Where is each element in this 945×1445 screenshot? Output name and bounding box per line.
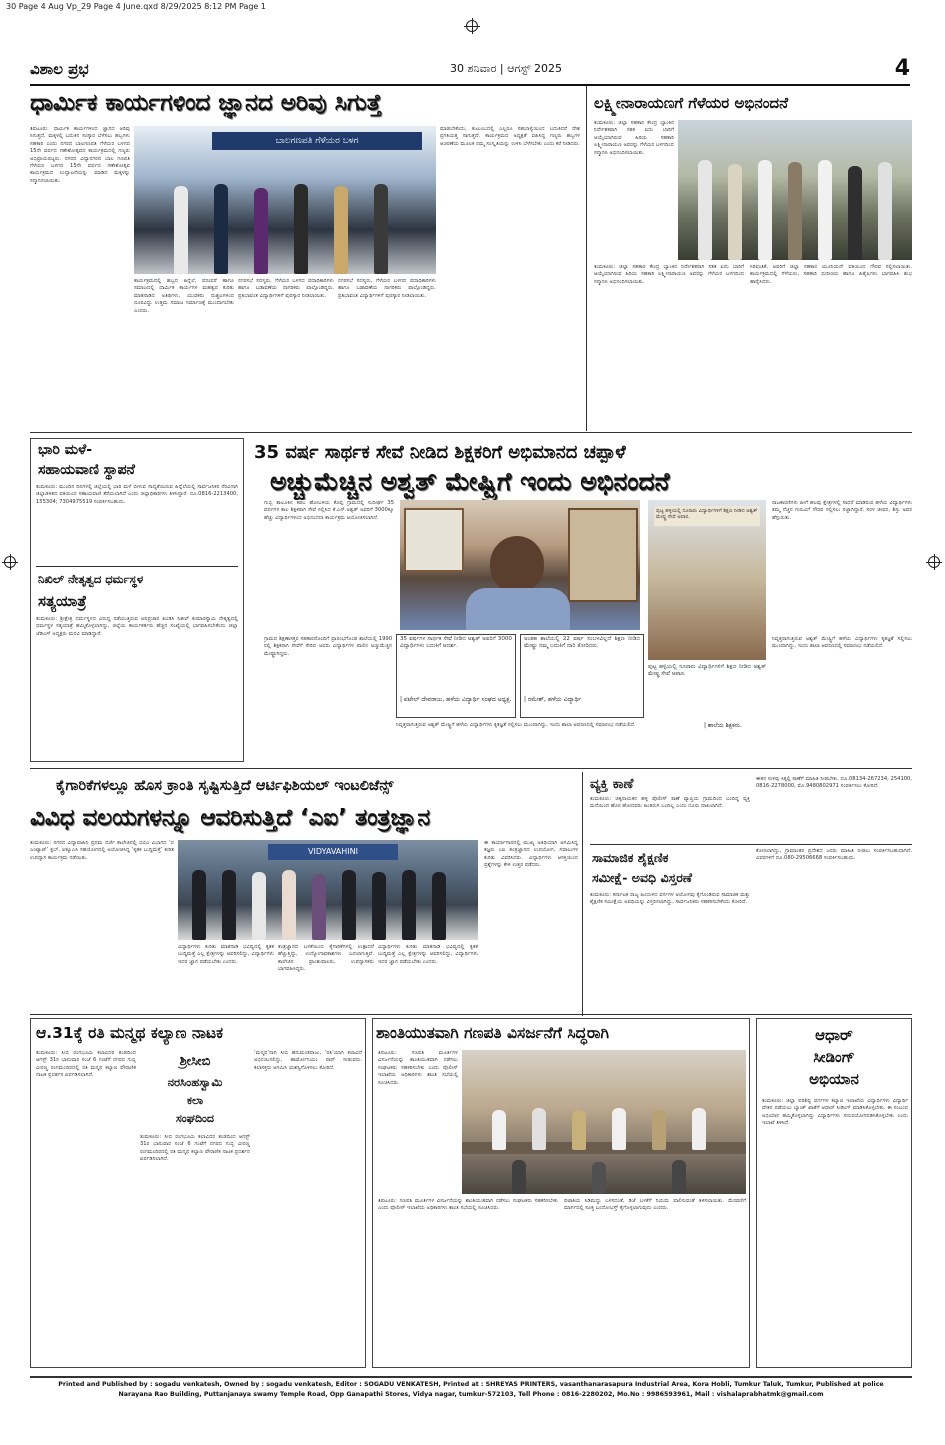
subhead-rati: ಕಲಾ (187, 1094, 203, 1107)
kicker-ai: ಕೈಗಾರಿಕೆಗಳಲ್ಲೂ ಹೊಸ ಕ್ರಾಂತಿ ಸೃಷ್ಟಿಸುತ್ತಿದೆ ಆರ್ಟಿಫಿಶಿಯಲ್ ಇಂಟಲಿಜೆನ್ಸ್ (56, 778, 394, 794)
article-column: ಈ ಕಾರ್ಯಾಗಾರದಲ್ಲಿ ಮುಖ್ಯ ಅತಿಥಿಯಾಗಿ ಆಗಮಿಸಿದ್ದ ತಜ್ಞರು ಎಐ ತಂತ್ರಜ್ಞಾನದ ಉಪಯೋಗ, ಸವಾಲುಗಳ ಕುರಿತು ವಿವರಿಸಿದರು. ವಿದ್ಯಾರ್ಥಿಗಳು ಆಸಕ್ತಿಯಿಂದ ಪ್ರಶ್ನೆಗಳನ್ನು ಕೇಳಿ ಉತ್ತರ ಪಡೆದರು. (484, 840, 578, 869)
article-column: ಕಾರ್ಯಕ್ರಮದಲ್ಲಿ ಹಬ್ಬದ ಹಿನ್ನೆಲೆ, ಪರಂಪರೆ ಹಾಗೂ ಸಮಾಜದಲ್ಲಿ ಧಾರ್ಮಿಕ ಕಾರ್ಯಗಳ ಮಹತ್ವದ ಕುರಿತು ಮಾತನಾಡಿದ ಅತಿಥಿಗಳು, ಯುವಕರು ದುಶ್ಚಟಗಳಿಂದ ದೂರವಿದ್ದು ಉತ್ತಮ ಸಮಾಜ ನಿರ್ಮಾಣಕ್ಕೆ ಮುಂದಾಗಬೇಕು ಎಂದರು. (134, 278, 234, 314)
quote-teacher-1: 35 ವರ್ಷಗಳ ಸಾರ್ಥಕ ಸೇವೆ ನೀಡಿದ ಅಶ್ವತ್ ಅವರಿಗೆ 3000 ವಿದ್ಯಾರ್ಥಿಗಳು ಬದುಕಿಗೆ ಆದರ್ಶ. (400, 636, 512, 650)
masthead (30, 58, 910, 86)
headline-satyayatre-line2: ಸತ್ಯಯಾತ್ರೆ (38, 592, 87, 610)
print-slug-line: 30 Page 4 Aug Vp_29 Page 4 June.qxd 8/29/2025 8:12 PM Page 1 (6, 2, 266, 11)
section-divider (590, 844, 912, 845)
person-figure (652, 1110, 666, 1150)
person-figure (512, 1160, 526, 1194)
framed-photo (648, 500, 766, 660)
article-body: ತುಮಕೂರು: ಜಿಲ್ಲಾ ಪರಿಶಿಷ್ಟ ವರ್ಗಗಳ ಕಲ್ಯಾಣ ಇಲಾಖೆಯ ವಿದ್ಯಾರ್ಥಿಗಳು ವಿದ್ಯಾರ್ಥಿ ವೇತನ ಪಡೆಯಲು ಬ್ಯಾಂಕ್ ಖಾತೆಗೆ ಆಧಾರ್ ಸೀಡಿಂಗ್ ಮಾಡಿಸಿಕೊಳ್ಳಬೇಕು. ಈ ಸಂಬಂಧ ಅಭಿಯಾನ ಹಮ್ಮಿಕೊಳ್ಳಲಾಗಿದ್ದು ವಿದ್ಯಾರ್ಥಿಗಳು ಸದುಪಯೋಗಪಡಿಸಿಕೊಳ್ಳಬೇಕು ಎಂದು ಇಲಾಖೆ ತಿಳಿಸಿದೆ. (762, 1098, 908, 1127)
footer-rule (30, 1376, 912, 1378)
person-figure (672, 1160, 686, 1194)
article-column: ಕೋರಲಾಗಿದ್ದು, ಗ್ರಾಮಾಂತರ ಪ್ರದೇಶದ ಜನರು ಮಾಹಿತಿ ನೀಡಲು ಸಂಪರ್ಕಿಸಬಹುದಾಗಿದೆ. ವಿವರಗಳಿಗೆ ದೂ.080-29506668 ಸಂಪರ್ಕಿಸಬಹುದು. (756, 848, 912, 862)
person-figure (334, 186, 348, 274)
article-column: ತುಮಕೂರು: ಜಿಲ್ಲಾ ಸಹಕಾರ ಕೇಂದ್ರ ಬ್ಯಾಂಕಿನ ನಿರ್ದೇಶಕರಾಗಿ ಸತತ ಐದು ಬಾರಿಗೆ ಆಯ್ಕೆಯಾಗಿರುವ ಹಿರಿಯ ಸಹಕಾರಿ ಲಕ್ಷ್ಮೀನಾರಾಯಣ ಅವರನ್ನು ಗೆಳೆಯರ ಬಳಗದಿಂದ ಸನ್ಮಾನಿಸಿ ಅಭಿನಂದಿಸಲಾಯಿತು. (594, 120, 674, 156)
article-column: ತುಮಕೂರು: ಚಿಕ್ಕನಾಯಕನ ಹಳ್ಳಿ ಪೊಲೀಸ್ ಠಾಣೆ ವ್ಯಾಪ್ತಿಯ ಗ್ರಾಮದಿಂದ ಬಂದಿದ್ದ ವ್ಯಕ್ತಿ ಮನೆಯಿಂದ ಹೊರ ಹೋದವರು ಹಿಂತಿರುಗಿ ಬಂದಿಲ್ಲ ಎಂದು ದೂರು ದಾಖಲಾಗಿದೆ. (590, 796, 750, 810)
page-number: 4 (894, 56, 910, 81)
headline-dharmika: ಧಾರ್ಮಿಕ ಕಾರ್ಯಗಳಿಂದ ಜ್ಞಾನದ ಅರಿವು ಸಿಗುತ್ತೆ (30, 90, 382, 116)
person-figure (174, 186, 188, 274)
person-figure (222, 870, 236, 940)
article-column: ರಾಜಕಾರಣಿಗಳು ಹೀಗೆ ಹಲವು ಕ್ಷೇತ್ರಗಳಲ್ಲಿ ಸಾಧನೆ ಮಾಡಿರುವ ಹಳೆಯ ವಿದ್ಯಾರ್ಥಿಗಳು ತಮ್ಮ ನೆಚ್ಚಿನ ಗುರುವಿಗೆ ಗೌರವ ಸಲ್ಲಿಸಲು ಸಜ್ಜಾಗಿದ್ದಾರೆ. ಸರಳ ಜೀವನ, ಶಿಸ್ತು ಅವರ ಹೆಗ್ಗುರುತು. (772, 500, 912, 521)
article-column: ಗುಬ್ಬಿ ತಾಲೂಕಿನ ಕಡಬ ಹೋಬಳಿಯ ಕೊಪ್ಪ ಗ್ರಾಮದಲ್ಲಿ ಸುದೀರ್ಘ 35 ವರ್ಷಗಳ ಕಾಲ ಶಿಕ್ಷಕರಾಗಿ ಸೇವೆ ಸಲ್ಲಿಸಿದ ಕೆ.ಎನ್.ಅಶ್ವತ್ ಅವರಿಗೆ 3000ಕ್ಕೂ ಹೆಚ್ಚು ವಿದ್ಯಾರ್ಥಿಗಳಿಂದ ಅಭಿನಂದನಾ ಕಾರ್ಯಕ್ರಮ ಆಯೋಜಿಸಲಾಗಿದೆ. (264, 500, 394, 521)
section-divider (30, 432, 912, 433)
person-figure (612, 1108, 626, 1150)
article-column: ತಿಪಟೂರು: ಧಾರ್ಮಿಕ ಕಾರ್ಯಗಳಿಂದ ಜ್ಞಾನದ ಅರಿವು ಸಿಗುತ್ತದೆ, ಮಕ್ಕಳಲ್ಲಿ ಬದುಕಿನ ಸಂಸ್ಕಾರ ಬೆಳೆಸಲು ಹಬ್ಬಗಳು ಸಹಕಾರಿ ಎಂದು ನಗರದ ಬಾಲಗಣಪತಿ ಗೆಳೆಯರ ಬಳಗದ 15ನೇ ವರ್ಷದ ಗಣೇಶೋತ್ಸವದ ಕಾರ್ಯಕ್ರಮದಲ್ಲಿ ಗಣ್ಯರು ಅಭಿಪ್ರಾಯಪಟ್ಟರು. ನಗರದ ವಿದ್ಯಾನಗರದ ಬಾಲ ಗಣಪತಿ ಗೆಳೆಯರ ಬಳಗದ 15ನೇ ವರ್ಷದ ಗಣೇಶೋತ್ಸವ ಕಾರ್ಯಕ್ರಮದ ಉದ್ಘಾಟನೆಯನ್ನು ಮಾಡಿದ ಮಕ್ಕಳನ್ನು ಸನ್ಮಾನಿಸಲಾಯಿತು. (30, 126, 130, 184)
headline-sahayavani: ಸಹಾಯವಾಣಿ ಸ್ಥಾಪನೆ (38, 462, 135, 478)
article-column: ತುಮಕೂರು: ಸೀಬಿ ರಂಗಭೂಮಿ ಕಲಾವಿದರ ತಂಡದಿಂದ ಆಗಸ್ಟ್ 31ರ ಭಾನುವಾರ ಸಂಜೆ 6 ಗಂಟೆಗೆ ನಗರದ ಗುಬ್ಬಿ ವೀರಣ್ಣ ರಂಗಮಂದಿರದಲ್ಲಿ ರತಿ ಮನ್ಮಥ ಕಲ್ಯಾಣ ಪೌರಾಣಿಕ ನಾಟಕ ಪ್ರದರ್ಶನ ಏರ್ಪಡಿಸಲಾಗಿದೆ. (36, 1050, 136, 1079)
article-column: ತುಮಕೂರು: ನಗರದ ವಿದ್ಯಾವಾಹಿನಿ ಪ್ರಥಮ ದರ್ಜೆ ಕಾಲೇಜಿನಲ್ಲಿ ಬಿಬಿಎ ವಿಭಾಗದ ‘ದ ಎಂಟ್ಯಾಟ್’ ಕ್ಲಬ್, ಐಕ್ಯೂಎಸಿ ಸಹಯೋಗದಲ್ಲಿ ಆಯೋಜಿಸಿದ್ದ ‘ಕೃತಕ ಬುದ್ಧಿಮತ್ತೆ’ ಕುರಿತ ಉಪನ್ಯಾಸ ಕಾರ್ಯಕ್ರಮ ನಡೆಯಿತು. (30, 840, 174, 861)
person-figure (878, 162, 892, 260)
imprint-line-1: Printed and Published by : sogadu venkatesh, Owned by : sogadu venkatesh, Editor : SOGADU VENKATESH, Printed at : SHREYAS PRINTERS, vasanthanarasapura Industrial Area, Kora Hobli, Tumkur Taluk, Tumkur, Published at police (58, 1381, 884, 1388)
person-figure (758, 160, 772, 260)
person-figure (252, 872, 266, 940)
person-figure (374, 184, 388, 274)
newspaper-brand: ವಿಶಾಲ ಪ್ರಭ (30, 60, 89, 78)
headline-samajika-line1: ಸಾಮಾಜಿಕ ಶೈಕ್ಷಣಿಕ (592, 850, 669, 865)
issue-date: 30 ಶನಿವಾರ | ಆಗಸ್ಟ್ 2025 (450, 62, 562, 75)
headline-aadhaar-line1: ಆಧಾರ್ (815, 1026, 853, 1044)
person-figure (372, 872, 386, 940)
peace-meeting-photo (462, 1050, 746, 1194)
wall-frame (404, 508, 464, 572)
person-figure (492, 1110, 506, 1150)
kicker-teacher: 35 ವರ್ಷ ಸಾರ್ಥಕ ಸೇವೆ ನೀಡಿದ ಶಿಕ್ಷಕರಿಗೆ ಅಭಿಮಾನದ ಚಪ್ಪಾಳೆ (254, 442, 626, 463)
headline-aadhaar-line2: ಸೀಡಿಂಗ್ (813, 1048, 855, 1066)
registration-mark-icon (928, 556, 940, 568)
quote-teacher-2: ಅಂತಹ ಶಾಲೆಯಲ್ಲಿ 22 ವರ್ಷ ಸಂಬಳವಿಲ್ಲದೆ ಶಿಕ್ಷಣ ನೀಡಿದ ಮೇಷ್ಟ್ರು ನಮ್ಮ ಬದುಕಿಗೆ ದಾರಿ ತೋರಿದರು. (524, 636, 640, 650)
person-figure (192, 870, 206, 940)
column-divider (582, 772, 583, 1016)
headline-samajika-line2: ಸಮೀಕ್ಷೆ- ಅವಧಿ ವಿಸ್ತರಣೆ (592, 870, 692, 885)
article-column: ತುಮಕೂರು: ಜಿಲ್ಲಾ ಸಹಕಾರ ಕೇಂದ್ರ ಬ್ಯಾಂಕಿನ ನಿರ್ದೇಶಕರಾಗಿ ಸತತ ಐದು ಬಾರಿಗೆ ಆಯ್ಕೆಯಾಗಿರುವ ಹಿರಿಯ ಸಹಕಾರಿ ಲಕ್ಷ್ಮೀನಾರಾಯಣ ಅವರನ್ನು ಗೆಳೆಯರ ಬಳಗದಿಂದ ಸನ್ಮಾನಿಸಿ ಅಭಿನಂದಿಸಲಾಯಿತು. (594, 264, 744, 285)
registration-mark-icon (4, 556, 16, 568)
person-figure (532, 1108, 546, 1150)
article-column: ಈತನ ಸುಳಿವು ಸಿಕ್ಕಲ್ಲಿ ಠಾಣೆಗೆ ಮಾಹಿತಿ ನೀಡಬೇಕು. ದೂ.08134-267234, 254100, 0816-2278000, ಮೊ.9480802971 ಸಂಪರ್ಕಿಸಲು ಕೋರಿದೆ. (756, 776, 912, 790)
person-figure (312, 874, 326, 940)
person-figure (402, 870, 416, 940)
article-column: ‘ಮನ್ಮಥ’ನಾಗಿ ಸೀಬಿ ಹನುಮಂತರಾಜು, ‘ರತಿ’ಯಾಗಿ ಕಲಾವಿದೆ ಅಭಿನಯಿಸಲಿದ್ದು, ಹಾರ್ಮೋನಿಯಂ ಸಾಥ್ ನೀಡುವರು. ಕಲಾಸಕ್ತರು ಆಗಮಿಸಿ ಯಶಸ್ವಿಗೊಳಿಸಲು ಕೋರಿದೆ. (254, 1050, 362, 1071)
felicitation-photo (678, 120, 912, 260)
wall-frame (568, 508, 638, 602)
article-column: ತುಮಕೂರು: ಕರ್ನಾಟಕ ರಾಜ್ಯ ಹಿಂದುಳಿದ ವರ್ಗಗಳ ಆಯೋಗವು ಕೈಗೊಂಡಿರುವ ಸಾಮಾಜಿಕ ಮತ್ತು ಶೈಕ್ಷಣಿಕ ಸಮೀಕ್ಷೆಯ ಅವಧಿಯನ್ನು ವಿಸ್ತರಿಸಲಾಗಿದ್ದು, ಸಾರ್ವಜನಿಕರು ಸಹಕರಿಸಬೇಕೆಂದು ಕೋರಿದೆ. (590, 892, 750, 906)
headline-teacher-text: ಅಚ್ಚುಮೆಚ್ಚಿನ ಅಶ್ವತ್ ಮೇಷ್ಟ್ರಿಗೆ ಇಂದು ಅಭಿನಂದನೆ (270, 467, 670, 496)
article-column: ತಂತ್ರಜ್ಞಾನದ ಬಳಕೆಯಿಂದ ಕೈಗಾರಿಕೆಗಳಲ್ಲಿ ಉತ್ಪಾದನೆ ಹೆಚ್ಚುತ್ತಿದ್ದು, ಉದ್ಯೋಗಾವಕಾಶಗಳು ಬದಲಾಗುತ್ತಿವೆ. ಕಾಲೇಜಿನ ಪ್ರಾಂಶುಪಾಲರು, ಉಪನ್ಯಾಸಕರು ಭಾಗವಹಿಸಿದ್ದರು. (278, 944, 374, 973)
article-column: ತಿಪಟೂರು: ಗಣಪತಿ ಮೂರ್ತಿಗಳ ವಿಸರ್ಜನೆಯನ್ನು ಶಾಂತಿಯುತವಾಗಿ ನಡೆಸಲು ಸಂಘಟಕರು ಸಹಕರಿಸಬೇಕು ಎಂದು ಪೊಲೀಸ್ ಇಲಾಖೆಯ ಅಧಿಕಾರಿಗಳು ಶಾಂತಿ ಸಭೆಯಲ್ಲಿ ಸೂಚಿಸಿದರು. (378, 1198, 558, 1212)
teacher-shirt (466, 588, 570, 630)
article-column: ತುಮಕೂರು: ಸೀಬಿ ರಂಗಭೂಮಿ ಕಲಾವಿದರ ತಂಡದಿಂದ ಆಗಸ್ಟ್ 31ರ ಭಾನುವಾರ ಸಂಜೆ 6 ಗಂಟೆಗೆ ನಗರದ ಗುಬ್ಬಿ ವೀರಣ್ಣ ರಂಗಮಂದಿರದಲ್ಲಿ ರತಿ ಮನ್ಮಥ ಕಲ್ಯಾಣ ಪೌರಾಣಿಕ ನಾಟಕ ಪ್ರದರ್ಶನ ಏರ್ಪಡಿಸಲಾಗಿದೆ. (140, 1134, 250, 1163)
quote-attribution: | ರಮೇಶ್, ಹಳೆಯ ವಿದ್ಯಾರ್ಥಿ (524, 696, 582, 703)
person-figure (214, 184, 228, 274)
person-figure (592, 1162, 606, 1194)
teacher-face (490, 536, 544, 592)
person-figure (848, 166, 862, 260)
subhead-rati: ಶ್ರೀಸೀಬಿ (179, 1054, 211, 1069)
article-column: ನಗರಸಭೆ ಸದಸ್ಯರು, ಗೆಳೆಯರ ಬಳಗದ ಪದಾಧಿಕಾರಿಗಳು ಹಾಗೂ ಬಡಾವಣೆಯ ನಾಗರಿಕರು ಪಾಲ್ಗೊಂಡಿದ್ದರು. ಪ್ರತಿಭಾವಂತ ವಿದ್ಯಾರ್ಥಿಗಳಿಗೆ ಪುರಸ್ಕಾರ ನೀಡಲಾಯಿತು. (238, 278, 334, 299)
subhead-rati: ನರಸಿಂಹಸ್ವಾಮಿ (167, 1075, 223, 1089)
person-figure (818, 160, 832, 260)
article-column: ವಿದ್ಯಾರ್ಥಿಗಳು ಕುರಿತು ಮಾತನಾಡಿ ಭವಿಷ್ಯದಲ್ಲಿ ಕೃತಕ ಬುದ್ಧಿಮತ್ತೆ ಎಲ್ಲ ಕ್ಷೇತ್ರಗಳನ್ನು ಆವರಿಸಲಿದ್ದು, ವಿದ್ಯಾರ್ಥಿಗಳು ಇದರ ಜ್ಞಾನ ಪಡೆಯಬೇಕು ಎಂದರು. (178, 944, 274, 965)
section-divider (36, 566, 238, 567)
stage-banner: ಬಾಲಗಣಪತಿ ಗೆಳೆಯರ ಬಳಗ (212, 132, 422, 150)
quote-attribution: | ಪಟೇಲ್ ದೇವರಾಜು, ಹಳೆಯ ವಿದ್ಯಾರ್ಥಿ ಸಂಘದ ಅಧ್ಯಕ್ಷ. (400, 696, 512, 703)
imprint-line-2: Narayana Rao Building, Puttanjanaya swamy Temple Road, Opp Ganapathi Stores, Vidya nagar, tumkur-572103, Tell Phone : 0816-2280202, Mo.No : 9986593961, Mail : vishalaprabhatmk@gmail.com (118, 1391, 824, 1398)
quote-teacher-3: ಪುಟ್ಟ ಹಳ್ಳಿಯಲ್ಲಿ ನೂರಾರು ವಿದ್ಯಾರ್ಥಿಗಳಿಗೆ ಶಿಕ್ಷಣ ನೀಡಿದ ಅಶ್ವತ್ ಮೇಷ್ಟ್ರ ಸೇವೆ ಅಪಾರ. (648, 664, 766, 678)
headline-lakshminarayana: ಲಕ್ಷ್ಮೀನಾರಾಯಣಗೆ ಗೆಳೆಯರ ಅಭಿನಂದನೆ (594, 94, 789, 112)
ai-seminar-photo (178, 840, 478, 940)
frame-caption: ಪುಟ್ಟ ಹಳ್ಳಿಯಲ್ಲಿ ನೂರಾರು ವಿದ್ಯಾರ್ಥಿಗಳಿಗೆ ಶಿಕ್ಷಣ ನೀಡಿದ ಅಶ್ವತ್ ಮೇಷ್ಟ್ರ ಸೇವೆ ಅಪಾರ. (654, 506, 760, 526)
person-figure (342, 870, 356, 940)
event-photo-lamp-lighting (134, 126, 436, 274)
headline-ganapati: ಶಾಂತಿಯುತವಾಗಿ ಗಣಪತಿ ವಿಸರ್ಜನೆಗೆ ಸಿದ್ಧರಾಗಿ (376, 1024, 609, 1042)
registration-mark-icon (466, 20, 478, 32)
column-divider (586, 86, 587, 431)
article-column: ತಿಪಟೂರು: ಗಣಪತಿ ಮೂರ್ತಿಗಳ ವಿಸರ್ಜನೆಯನ್ನು ಶಾಂತಿಯುತವಾಗಿ ನಡೆಸಲು ಸಂಘಟಕರು ಸಹಕರಿಸಬೇಕು ಎಂದು ಪೊಲೀಸ್ ಇಲಾಖೆಯ ಅಧಿಕಾರಿಗಳು ಶಾಂತಿ ಸಭೆಯಲ್ಲಿ ಸೂಚಿಸಿದರು. (378, 1050, 458, 1086)
article-column: ನಿವೃತ್ತರಾಗುತ್ತಿರುವ ಅಶ್ವತ್ ಮೇಷ್ಟ್ರಿಗೆ ಹಳೆಯ ವಿದ್ಯಾರ್ಥಿಗಳು ಕೃತಜ್ಞತೆ ಸಲ್ಲಿಸಲು ಮುಂದಾಗಿದ್ದು, ಇಂದು ಶಾಲಾ ಆವರಣದಲ್ಲಿ ಸಮಾರಂಭ ನಡೆಯಲಿದೆ. (396, 722, 636, 728)
article-column: ಸಿರಿವಂತಿಕೆ, ಅವರಿಗೆ ಜಿಲ್ಲಾ ಸಹಕಾರ ಯೂನಿಯನ್ ವತಿಯಿಂದ ಗೌರವ ಸಲ್ಲಿಸಲಾಯಿತು. ಕಾರ್ಯಕ್ರಮದಲ್ಲಿ ಗೆಳೆಯರು, ಸಹಕಾರಿ ಧುರೀಣರು ಹಾಗೂ ಹಿತೈಷಿಗಳು ಭಾಗವಹಿಸಿ ಶುಭ ಹಾರೈಸಿದರು. (750, 264, 912, 285)
person-figure (572, 1110, 586, 1150)
headline-rati: ಆ.31ಕ್ಕೆ ರತಿ ಮನ್ಮಥ ಕಲ್ಯಾಣ ನಾಟಕ (36, 1024, 224, 1042)
person-figure (728, 164, 742, 260)
article-column: ನಗರಸಭೆ ಸದಸ್ಯರು, ಗೆಳೆಯರ ಬಳಗದ ಪದಾಧಿಕಾರಿಗಳು ಹಾಗೂ ಬಡಾವಣೆಯ ನಾಗರಿಕರು ಪಾಲ್ಗೊಂಡಿದ್ದರು. ಪ್ರತಿಭಾವಂತ ವಿದ್ಯಾರ್ಥಿಗಳಿಗೆ ಪುರಸ್ಕಾರ ನೀಡಲಾಯಿತು. (338, 278, 436, 299)
headline-aadhaar-line3: ಅಭಿಯಾನ (809, 1070, 859, 1088)
headline-satyayatre-line1: ನಿಖಿಲ್ ನೇತೃತ್ವದ ಧರ್ಮಸ್ಥಳ (38, 572, 144, 586)
teacher-portrait-photo (400, 500, 640, 630)
subhead-rati: ಸಂಘದಿಂದ (175, 1112, 215, 1125)
headline-bhari-male: ಭಾರಿ ಮಳೆ- (38, 442, 93, 458)
section-divider (30, 768, 912, 769)
article-body: ತುಮಕೂರು: ಮುಂದಿನ ದಿನಗಳಲ್ಲಿ ಜಿಲ್ಲೆಯಲ್ಲಿ ಭಾರಿ ಮಳೆ ಬೀಳುವ ಸಾಧ್ಯತೆಯಿರುವ ಹಿನ್ನೆಲೆಯಲ್ಲಿ ಸಾರ್ವಜನಿಕರ ನೆರವಿಗಾಗಿ ಜಿಲ್ಲಾಡಳಿತದ ವತಿಯಿಂದ ಸಹಾಯವಾಣಿ ತೆರೆಯಲಾಗಿದೆ ಎಂದು ಜಿಲ್ಲಾಧಿಕಾರಿಗಳು ತಿಳಿಸಿದ್ದಾರೆ. ದೂ.0816-2213400, 155304; 7304975519 ಸಂಪರ್ಕಿಸಬಹುದು. (36, 484, 238, 505)
article-column: ಮಾಡಬೇಕೆಂದು, ಕುಟುಂಬದಲ್ಲಿ ಎಲ್ಲರೂ ಸಹಬಾಳ್ವೆಯಿಂದ ಬದುಕಿದರೆ ದೇಶ ಪ್ರಗತಿಯತ್ತ ಸಾಗುತ್ತದೆ. ಕಾರ್ಯಕ್ರಮದ ಅಧ್ಯಕ್ಷತೆ ವಹಿಸಿದ್ದ ಗಣ್ಯರು ಹಬ್ಬಗಳ ಆಚರಣೆಯ ಮೂಲಕ ನಮ್ಮ ಸಂಸ್ಕೃತಿಯನ್ನು ಉಳಿಸಿ ಬೆಳೆಸಬೇಕು ಎಂದು ಕರೆ ನೀಡಿದರು. (440, 126, 580, 147)
person-figure (282, 870, 296, 940)
person-figure (788, 162, 802, 260)
headline-ai: ವಿವಿಧ ವಲಯಗಳನ್ನೂ ಆವರಿಸುತ್ತಿದೆ ‘ಎಐ’ ತಂತ್ರಜ್ಞಾನ (30, 805, 431, 831)
article-column: ಗ್ರಾಮದ ಶಿಕ್ಷಣಾಸಕ್ತರ ಸಹಕಾರದೊಂದಿಗೆ ಪ್ರಾರಂಭಗೊಂಡ ಶಾಲೆಯಲ್ಲಿ 1990 ರಲ್ಲಿ ಶಿಕ್ಷಕರಾಗಿ ಸೇವೆಗೆ ಸೇರಿದ ಅವರು ವಿದ್ಯಾರ್ಥಿಗಳ ಪಾಲಿನ ಅಚ್ಚುಮೆಚ್ಚಿನ ಮೇಷ್ಟ್ರಾಗಿದ್ದರು. (264, 636, 392, 657)
section-divider (30, 1014, 912, 1015)
person-figure (432, 872, 446, 940)
article-column: ನಿವೃತ್ತರಾಗುತ್ತಿರುವ ಅಶ್ವತ್ ಮೇಷ್ಟ್ರಿಗೆ ಹಳೆಯ ವಿದ್ಯಾರ್ಥಿಗಳು ಕೃತಜ್ಞತೆ ಸಲ್ಲಿಸಲು ಮುಂದಾಗಿದ್ದು, ಇಂದು ಶಾಲಾ ಆವರಣದಲ್ಲಿ ಸಮಾರಂಭ ನಡೆಯಲಿದೆ. (772, 636, 912, 650)
quote-attribution: | ಶಾಲೆಯ ಶಿಕ್ಷಕರು. (704, 722, 742, 729)
headline-vyakti-kane: ವ್ಯಕ್ತಿ ಕಾಣೆ (590, 776, 634, 792)
person-figure (254, 188, 268, 274)
person-figure (692, 1108, 706, 1150)
article-column: ಪಟಾಕಿಯ ಸಿಡಿಮದ್ದು ಬಳಸದಂತೆ, ಡಿಜೆ ಬಳಕೆಗೆ ನಿಯಮ ಪಾಲಿಸುವಂತೆ ತಿಳಿಸಲಾಯಿತು. ಮೆರವಣಿಗೆ ಮಾರ್ಗದಲ್ಲಿ ಸೂಕ್ತ ಬಂದೋಬಸ್ತ್ ಕೈಗೊಳ್ಳಲಾಗುವುದು ಎಂದರು. (564, 1198, 746, 1212)
article-body: ತುಮಕೂರು: ಶ್ರೀಕ್ಷೇತ್ರ ಧರ್ಮಸ್ಥಳದ ವಿರುದ್ಧ ನಡೆಯುತ್ತಿರುವ ಅಪಪ್ರಚಾರ ಖಂಡಿಸಿ ನಿಖಿಲ್ ಕುಮಾರಸ್ವಾಮಿ ನೇತೃತ್ವದಲ್ಲಿ ಧರ್ಮಸ್ಥಳ ಸತ್ಯಯಾತ್ರೆ ಹಮ್ಮಿಕೊಳ್ಳಲಾಗಿದ್ದು, ಜಿಲ್ಲೆಯ ಕಾರ್ಯಕರ್ತರು ಹೆಚ್ಚಿನ ಸಂಖ್ಯೆಯಲ್ಲಿ ಭಾಗವಹಿಸಬೇಕೆಂದು ಜಿಲ್ಲಾ ಜೆಡಿಎಸ್ ಅಧ್ಯಕ್ಷರು ಮನವಿ ಮಾಡಿದ್ದಾರೆ. (36, 616, 238, 637)
college-banner: VIDYAVAHINI (268, 844, 398, 860)
person-figure (698, 160, 712, 260)
article-column: ವಿದ್ಯಾರ್ಥಿಗಳು ಕುರಿತು ಮಾತನಾಡಿ ಭವಿಷ್ಯದಲ್ಲಿ ಕೃತಕ ಬುದ್ಧಿಮತ್ತೆ ಎಲ್ಲ ಕ್ಷೇತ್ರಗಳನ್ನು ಆವರಿಸಲಿದ್ದು, ವಿದ್ಯಾರ್ಥಿಗಳು ಇದರ ಜ್ಞಾನ ಪಡೆಯಬೇಕು ಎಂದರು. (378, 944, 478, 965)
person-figure (294, 184, 308, 274)
